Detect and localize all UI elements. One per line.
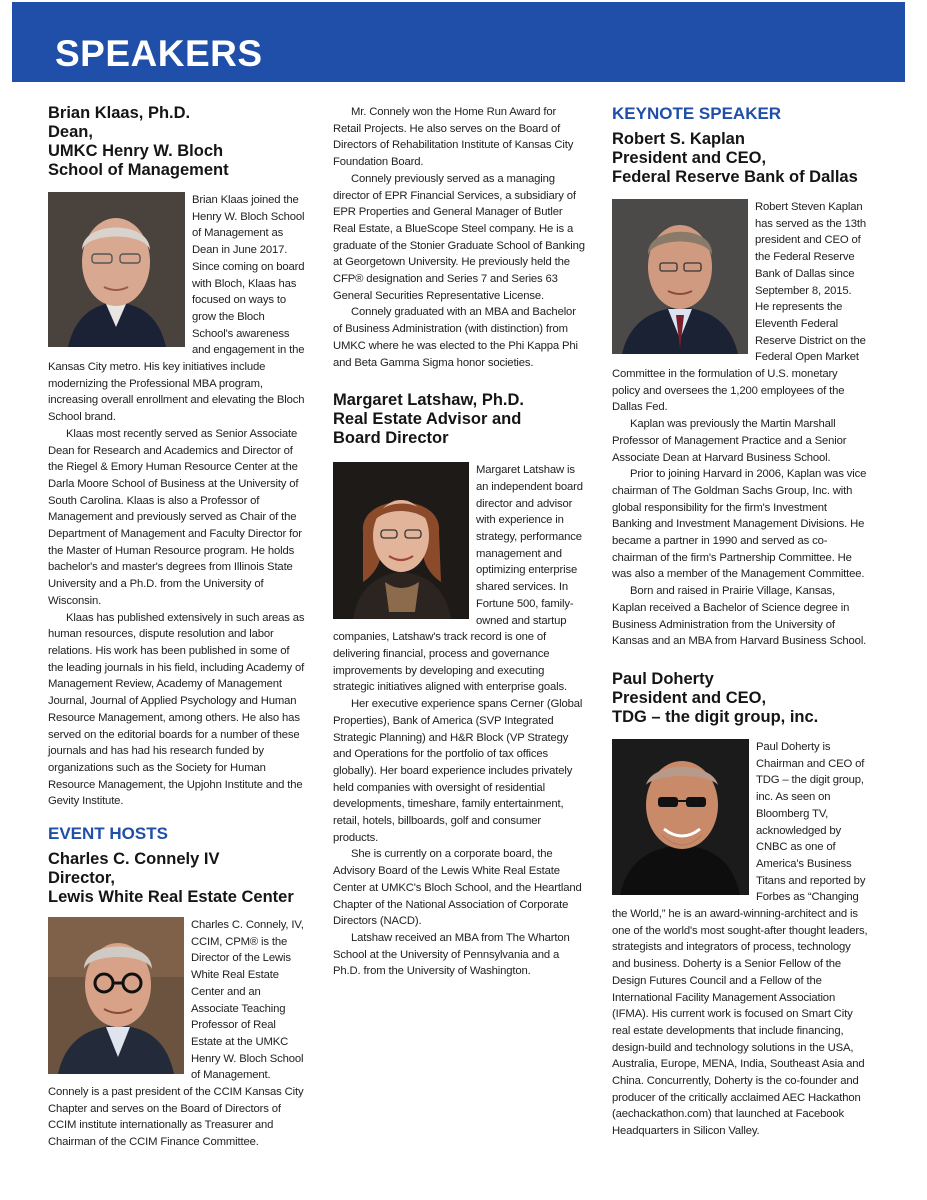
connely-name: Charles C. Connely IV — [48, 850, 220, 869]
kaplan-bio-paragraph: Born and raised in Prairie Village, Kansas, Kaplan received a Bachelor of Science degree in Business Administration from the University of Kansas and an MBA from Harvard Business School. — [612, 585, 867, 648]
latshaw-title-line-2: Board Director — [333, 429, 449, 448]
doherty-photo — [612, 739, 749, 895]
connely-bio-continued — [333, 104, 585, 371]
connely-bio-paragraph: Mr. Connely won the Home Run Award for Retail Projects. He also serves on the Board of Directors of Rehabilitation Institute of Kansas City Foundation Board. — [333, 106, 574, 169]
latshaw-bio — [333, 462, 585, 980]
column-left — [48, 104, 306, 1151]
latshaw-photo — [333, 462, 469, 619]
doherty-heading — [612, 670, 868, 727]
latshaw-bio-paragraph: She is currently on a corporate board, the Advisory Board of the Lewis White Real Estate Center at UMKC's Bloch School, and the Heartland Chapter of the National Association of Corporate Directors (NACD). — [333, 848, 582, 928]
latshaw-name: Margaret Latshaw, Ph.D. — [333, 391, 525, 410]
connely-bio-paragraph: Connely graduated with an MBA and Bachelor of Business Administration (with distinction) from UMKC where he was elected to the Phi Kappa Phi and Beta Gamma Sigma honor societies. — [333, 306, 578, 369]
kaplan-heading — [612, 130, 868, 187]
doherty-name: Paul Doherty — [612, 669, 714, 688]
klaas-bio-paragraph: Klaas has published extensively in such areas as human resources, dispute resolution and labor relations. His work has been published in some of the leading journals in his field, including Academy of Management Review, Academy of Management Journal, Journal of Applied Psychology and Human Resource Management, among others. He also has served on the editorial boards for a number of these journals and has had his research funded by organizations such as the Society for Human Resource Management, the Upjohn Institute and the Gevity Institute. — [48, 611, 305, 808]
doherty-bio — [612, 739, 868, 1140]
connely-title-line-2: Lewis White Real Estate Center — [48, 888, 294, 907]
column-right — [612, 104, 868, 1140]
connely-bio — [48, 917, 306, 1151]
connely-heading — [48, 850, 306, 907]
doherty-title-line-2: TDG – the digit group, inc. — [612, 707, 819, 726]
keynote-section-label: KEYNOTE SPEAKER — [612, 104, 782, 123]
connely-bio-paragraph: Connely previously served as a managing director of EPR Financial Services, a subsidiary of EPR Properties and General Manager of Butler Real Estate, a BlueScope Steel company. He is a graduate of the Stonier Graduate School of Banking at Georgetown University. He previously held the CFP® designation and Series 7 and Series 63 General Securities Representative License. — [333, 172, 585, 302]
kaplan-bio-paragraph: Prior to joining Harvard in 2006, Kaplan was vice chairman of The Goldman Sachs Group, Inc. with global responsibility for the firm's Investment Banking and Investment Management Divisions. He became a partner in 1990 and served as co-chairman of the firm's Partnership Committee. He was also a member of the Management Committee. — [612, 468, 867, 581]
kaplan-name: Robert S. Kaplan — [612, 130, 745, 148]
kaplan-title-line-1: President and CEO, — [612, 149, 767, 167]
kaplan-bio — [612, 199, 868, 650]
klaas-title-line-3: School of Management — [48, 161, 229, 179]
kaplan-bio-paragraph: Kaplan was previously the Martin Marshall Professor of Management Practice and a Senior Associate Dean at Harvard Business School. — [612, 418, 847, 464]
klaas-title-line-1: Dean, — [48, 123, 93, 141]
doherty-bio-paragraph: Paul Doherty is Chairman and CEO of TDG – the digit group, inc. As seen on Bloomberg TV, acknowledged by CNBC as one of America's Business Titans and reported by Forbes as “Changing the World,” he is an award-winning-architect and is one of the world's most sought-after thought leaders, strategists and integrators of process, technology and business. Doherty is a Senior Fellow of the Design Futures Council and a Fellow of the International Facility Management Association (IFMA). His current work is focused on Smart City real estate developments that include financing, design-build and technology solutions in the USA, Australia, Europe, MENA, India, Southeast Asia and China. Concurrently, Doherty is the co-founder and producer of the critically acclaimed AEC Hackathon (aechackathon.com) that launched at Facebook Headquarters in Silicon Valley. — [612, 740, 868, 1138]
header-banner — [12, 2, 905, 82]
klaas-photo — [48, 192, 185, 347]
kaplan-title-line-2: Federal Reserve Bank of Dallas — [612, 168, 858, 186]
page-title: SPEAKERS — [55, 33, 263, 74]
klaas-name: Brian Klaas, Ph.D. — [48, 104, 191, 122]
connely-bio-paragraph: Charles C. Connely, IV, CCIM, CPM® is the Director of the Lewis White Real Estate Center and an Associate Teaching Professor of Real Estate at the UMKC Henry W. Bloch School of Management. Connely is a past president of the CCIM Kansas City Chapter and serves on the Board of Directors of CCIM institute internationally as Treasurer and Chairman of the CCIM Finance Committee. — [48, 919, 304, 1149]
latshaw-bio-paragraph: Latshaw received an MBA from The Wharton School at the University of Pennsylvania and a Ph.D. from the University of Washington. — [333, 931, 570, 978]
latshaw-bio-paragraph: Her executive experience spans Cerner (Global Properties), Bank of America (SVP Integrated Strategic Planning) and H&R Block (VP Strategy and Operations for the portfolio of tax offices globally). Her board experience includes privately held companies with oversight of residential developments, timeshare, family entertainment, retail, hotels, billboards, golf and consumer products. — [333, 698, 583, 844]
latshaw-bio-paragraph: Margaret Latshaw is an independent board director and advisor with experience in strategy, performance management and optimizing enterprise shared services. In Fortune 500, family-owned and startup companies, Latshaw's track record is one of delivering financial, process and governance improvements by developing and executing strategic initiatives aligned with enterprise goals. — [333, 464, 583, 694]
klaas-bio-paragraph: Klaas most recently served as Senior Associate Dean for Research and Academics and Director of the Riegel & Emory Human Resource Center at the Darla Moore School of Business at the University of South Carolina. Klaas is also a Professor of Management and previously served as Chair of the Department of Management and Faculty Director for the Master of Human Resource program. He holds bachelor's and master's degrees from Illinois State University and a Ph.D. from the University of Wisconsin. — [48, 427, 302, 607]
kaplan-bio-paragraph: Robert Steven Kaplan has served as the 13th president and CEO of the Federal Reserve Bank of Dallas since September 8, 2015. He represents the Eleventh Federal Reserve District on the Federal Open Market Committee in the formulation of U.S. monetary policy and oversees the 1,200 employees of the Dallas Fed. — [612, 201, 866, 414]
klaas-title-line-2: UMKC Henry W. Bloch — [48, 142, 224, 160]
doherty-title-line-1: President and CEO, — [612, 688, 767, 707]
klaas-heading — [48, 104, 306, 180]
kaplan-photo — [612, 199, 748, 354]
column-middle — [333, 104, 585, 980]
latshaw-heading — [333, 391, 585, 448]
latshaw-title-line-1: Real Estate Advisor and — [333, 410, 522, 429]
klaas-bio-paragraph: Brian Klaas joined the Henry W. Bloch School of Management as Dean in June 2017. Since coming on board with Bloch, Klaas has focused on ways to grow the Bloch School's awareness and engagement in the Kansas City metro. His key initiatives include modernizing the Professional MBA program, increasing overall enrollment and elevating the Bloch School brand. — [48, 194, 305, 424]
klaas-bio — [48, 192, 306, 810]
connely-photo — [48, 917, 184, 1074]
event-hosts-section-label: EVENT HOSTS — [48, 824, 168, 844]
connely-title-line-1: Director, — [48, 869, 115, 888]
